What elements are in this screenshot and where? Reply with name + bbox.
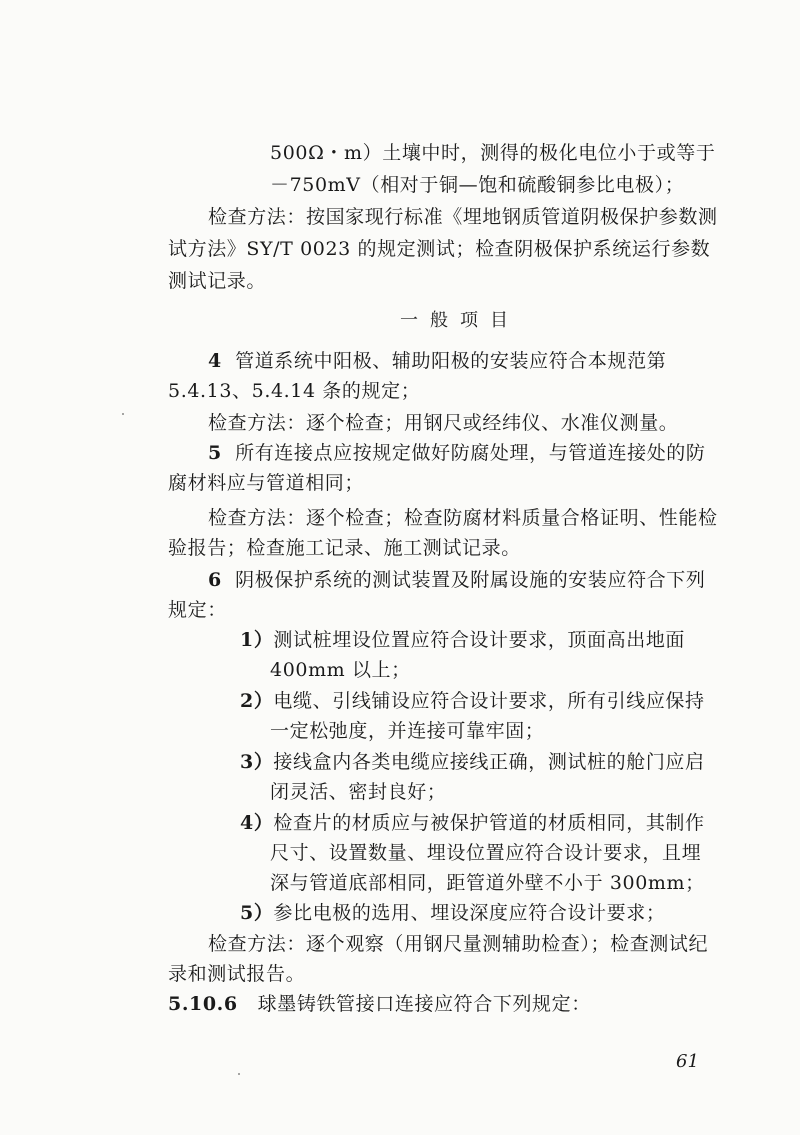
sub-item-2-text-1: 电缆、引线铺设应符合设计要求，所有引线应保持 bbox=[273, 690, 705, 712]
sub-item-3-text-1: 接线盒内各类电缆应接线正确，测试桩的舱门应启 bbox=[273, 751, 705, 773]
check-method-line-1: 检查方法：按国家现行标准《埋地钢质管道阴极保护参数测 bbox=[208, 206, 718, 228]
item-6-line-1 bbox=[208, 567, 706, 593]
clause-5-10-6 bbox=[168, 991, 591, 1017]
item-6-check-1: 检查方法：逐个观察（用钢尺量测辅助检查）；检查测试纪 bbox=[208, 933, 709, 955]
item-6-text-1: 阴极保护系统的测试装置及附属设施的安装应符合下列 bbox=[235, 569, 706, 591]
sub-item-1-line-1 bbox=[240, 627, 685, 653]
sub-item-1-line-2: 400mm 以上； bbox=[270, 659, 411, 681]
text-line-1: 500Ω・m）土壤中时，测得的极化电位小于或等于 bbox=[270, 142, 716, 164]
item-4-number: 4 bbox=[208, 350, 222, 372]
check-method-line-2: 试方法》SY/T 0023 的规定测试；检查阴极保护系统运行参数 bbox=[168, 238, 711, 260]
sub-item-1-text-1: 测试桩埋设位置应符合设计要求，顶面高出地面 bbox=[273, 629, 686, 651]
sub-item-4-line-2: 尺寸、设置数量、埋设位置应符合设计要求，且埋 bbox=[270, 842, 702, 864]
item-6-check-2: 录和测试报告。 bbox=[168, 963, 306, 985]
sub-item-4-line-3: 深与管道底部相同，距管道外壁不小于 300mm； bbox=[270, 872, 705, 894]
text-line-2: －750mV（相对于铜—饱和硫酸铜参比电极）； bbox=[270, 174, 685, 196]
sub-item-2-line-1 bbox=[240, 688, 705, 714]
sub-item-4-text-1: 检查片的材质应与被保护管道的材质相同，其制作 bbox=[273, 812, 705, 834]
scan-speck bbox=[238, 1073, 240, 1075]
item-5-text-1: 所有连接点应按规定做好防腐处理，与管道连接处的防 bbox=[235, 442, 706, 464]
sub-item-5-line-1 bbox=[240, 900, 665, 926]
item-5-number: 5 bbox=[208, 442, 222, 464]
item-6-line-2: 规定： bbox=[168, 599, 227, 621]
item-4-line-1 bbox=[208, 348, 666, 374]
item-5-line-2: 腐材料应与管道相同； bbox=[168, 472, 365, 494]
clause-text: 球墨铸铁管接口连接应符合下列规定： bbox=[257, 993, 591, 1015]
sub-item-3-line-1 bbox=[240, 749, 705, 775]
item-4-check: 检查方法：逐个检查；用钢尺或经纬仪、水准仪测量。 bbox=[208, 412, 679, 434]
sub-item-3-number: 3） bbox=[240, 751, 274, 773]
item-5-check-2: 验报告；检查施工记录、施工测试记录。 bbox=[168, 537, 521, 559]
clause-number: 5.10.6 bbox=[168, 993, 238, 1015]
sub-item-4-number: 4） bbox=[240, 812, 274, 834]
scan-speck bbox=[122, 413, 124, 415]
item-5-line-1 bbox=[208, 440, 706, 466]
item-4-text-1: 管道系统中阳极、辅助阳极的安装应符合本规范第 bbox=[235, 350, 667, 372]
sub-item-2-number: 2） bbox=[240, 690, 274, 712]
section-heading: 一般项目 bbox=[400, 310, 520, 331]
sub-item-1-number: 1） bbox=[240, 629, 274, 651]
sub-item-3-line-2: 闭灵活、密封良好； bbox=[270, 781, 447, 803]
item-5-check-1: 检查方法：逐个检查；检查防腐材料质量合格证明、性能检 bbox=[208, 507, 718, 529]
item-6-number: 6 bbox=[208, 569, 222, 591]
sub-item-2-line-2: 一定松弛度，并连接可靠牢固； bbox=[270, 720, 545, 742]
check-method-line-3: 测试记录。 bbox=[168, 270, 267, 292]
page-number: 61 bbox=[676, 1051, 699, 1072]
sub-item-5-text-1: 参比电极的选用、埋设深度应符合设计要求； bbox=[273, 902, 666, 924]
item-4-line-2: 5.4.13、5.4.14 条的规定； bbox=[168, 380, 421, 402]
sub-item-4-line-1 bbox=[240, 810, 705, 836]
sub-item-5-number: 5） bbox=[240, 902, 274, 924]
